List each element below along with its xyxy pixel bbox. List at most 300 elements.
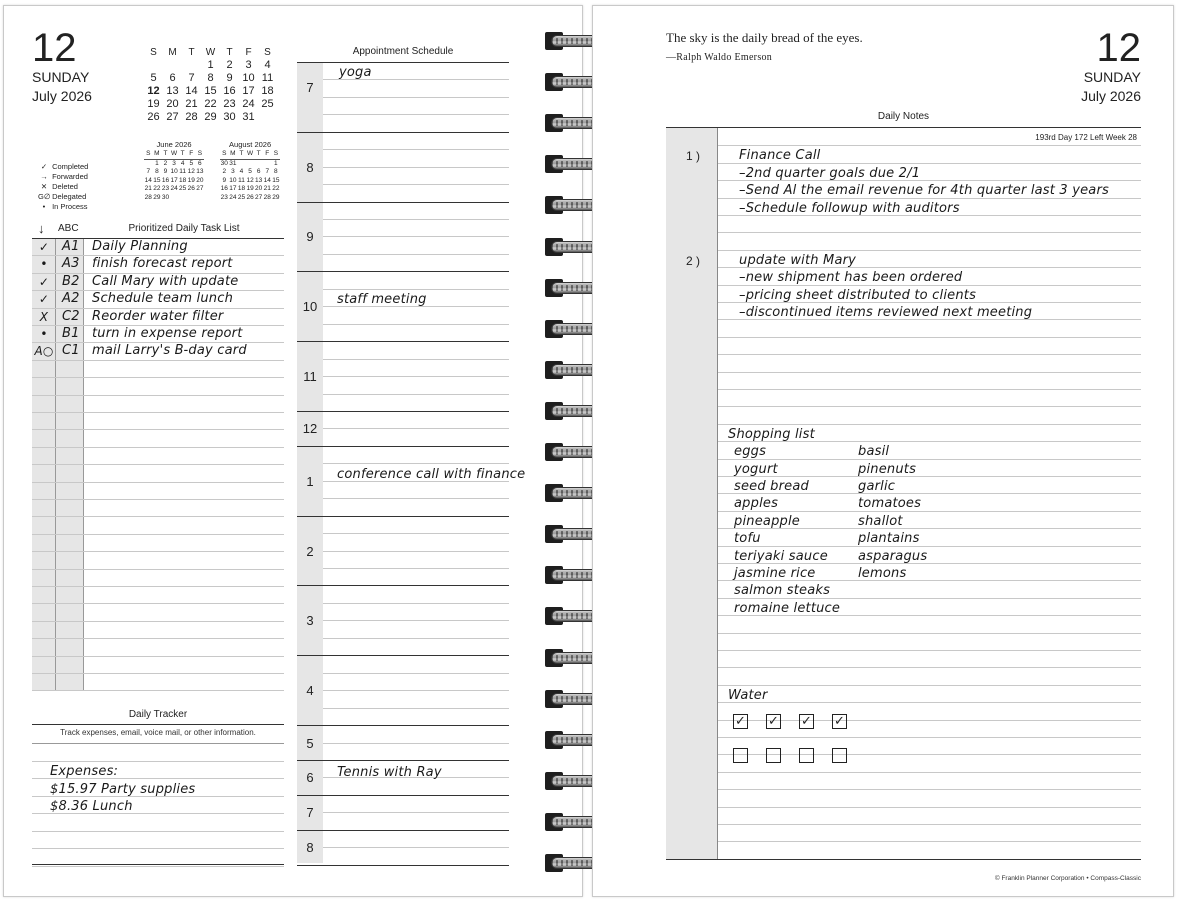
calendar-day: 6 bbox=[169, 72, 176, 84]
next-month-day: 15 bbox=[272, 176, 280, 184]
notes-line bbox=[718, 841, 1141, 842]
calendar-day: 9 bbox=[226, 72, 233, 84]
notes-line bbox=[718, 250, 1141, 251]
prev-month-day: 8 bbox=[155, 168, 159, 176]
prev-month-day: 19 bbox=[187, 176, 195, 184]
tracker-entry: $15.97 Party supplies bbox=[50, 781, 196, 797]
next-month-day: 7 bbox=[265, 168, 270, 176]
legend-item bbox=[38, 202, 88, 212]
prev-month-day: 7 bbox=[146, 168, 151, 176]
note-line: update with Mary bbox=[739, 252, 857, 268]
task-status: X bbox=[39, 309, 49, 324]
month-year: July 2026 bbox=[32, 88, 92, 104]
prev-month-day: 26 bbox=[187, 185, 195, 193]
water-checkbox[interactable]: ✓ bbox=[766, 714, 781, 729]
prev-month-day: 1 bbox=[155, 159, 159, 167]
notes-line bbox=[718, 754, 1141, 755]
appointment-slot[interactable] bbox=[297, 761, 509, 796]
task-text: Daily Planning bbox=[92, 239, 188, 254]
weekday: SUNDAY bbox=[32, 69, 90, 85]
next-month-header: M bbox=[229, 150, 238, 159]
notes-line bbox=[718, 650, 1141, 651]
next-month-day: 8 bbox=[274, 168, 278, 176]
calendar-day: 18 bbox=[261, 85, 274, 97]
prev-month-day: 3 bbox=[172, 159, 176, 167]
note-line: –new shipment has been ordered bbox=[739, 270, 963, 286]
calendar-day: 31 bbox=[242, 111, 255, 123]
month-calendar bbox=[144, 46, 277, 124]
task-line bbox=[32, 378, 284, 395]
prev-month-header: T bbox=[161, 150, 170, 159]
task-text: Call Mary with update bbox=[92, 273, 239, 289]
prev-month-header: W bbox=[170, 150, 179, 159]
next-month-header: T bbox=[237, 150, 246, 159]
prev-month-day: 9 bbox=[163, 168, 168, 176]
water-title: Water bbox=[728, 687, 768, 703]
legend-item bbox=[38, 182, 88, 192]
task-line bbox=[32, 396, 284, 413]
next-month-day: 2 bbox=[222, 168, 227, 176]
daily-tracker-title: Daily Tracker bbox=[32, 709, 284, 725]
next-month-day: 29 bbox=[272, 193, 280, 201]
next-month-day bbox=[263, 159, 272, 168]
task-line bbox=[32, 535, 284, 552]
shopping-item: romaine lettuce bbox=[734, 600, 841, 616]
calendar-day: 10 bbox=[242, 72, 255, 84]
note-line: –Schedule followup with auditors bbox=[739, 200, 960, 216]
legend-symbol: ✓ bbox=[40, 162, 48, 171]
appointment-event: staff meeting bbox=[337, 292, 427, 308]
prev-month-day: 15 bbox=[153, 176, 161, 184]
hour-label: 12 bbox=[302, 421, 318, 437]
appointment-schedule-title: Appointment Schedule bbox=[297, 46, 509, 63]
prev-month-day: 17 bbox=[170, 176, 178, 184]
day-stats: 193rd Day 172 Left Week 28 bbox=[1035, 133, 1137, 142]
notes-line bbox=[718, 406, 1141, 407]
prev-month-day: 29 bbox=[153, 193, 161, 201]
note-number: 1 ) bbox=[686, 149, 701, 164]
day-number-right: 12 bbox=[1096, 26, 1141, 70]
calendar-day: 25 bbox=[261, 98, 274, 110]
calendar-day: 23 bbox=[223, 98, 236, 110]
task-priority: A3 bbox=[62, 256, 80, 272]
prev-month-title: June 2026 bbox=[156, 140, 192, 149]
task-line bbox=[32, 517, 284, 534]
appointment-slot[interactable] bbox=[297, 203, 509, 273]
prev-month-day bbox=[170, 194, 179, 203]
task-text: Reorder water filter bbox=[92, 308, 224, 324]
task-line bbox=[32, 500, 284, 517]
task-row[interactable] bbox=[32, 326, 284, 343]
shopping-item: lemons bbox=[858, 566, 907, 581]
hour-label: 8 bbox=[306, 840, 314, 856]
task-priority: C2 bbox=[62, 308, 80, 324]
appointment-slot[interactable] bbox=[297, 656, 509, 726]
calendar-day bbox=[182, 59, 201, 72]
task-text: finish forecast report bbox=[92, 256, 233, 272]
notes-line bbox=[718, 772, 1141, 773]
next-month-day: 16 bbox=[220, 185, 228, 193]
task-status: • bbox=[40, 257, 48, 272]
notes-line bbox=[718, 824, 1141, 825]
prev-month-day: 20 bbox=[196, 176, 204, 184]
task-row[interactable] bbox=[32, 274, 284, 291]
prev-month-day bbox=[187, 194, 196, 203]
water-checkbox[interactable] bbox=[832, 748, 847, 763]
prev-month-day: 21 bbox=[144, 185, 152, 193]
notes-line bbox=[718, 459, 1141, 460]
shopping-item: garlic bbox=[858, 479, 896, 494]
next-month-day: 24 bbox=[229, 193, 237, 201]
calendar-day: 21 bbox=[185, 98, 198, 110]
shopping-item: teriyaki sauce bbox=[734, 548, 828, 564]
legend-item bbox=[38, 172, 88, 182]
shopping-item: apples bbox=[734, 496, 779, 512]
water-checkbox[interactable] bbox=[766, 748, 781, 763]
right-page bbox=[592, 5, 1174, 897]
calendar-day: 22 bbox=[204, 98, 217, 110]
appointment-slot[interactable] bbox=[297, 831, 509, 866]
task-line bbox=[32, 604, 284, 621]
task-line bbox=[32, 657, 284, 674]
notes-line bbox=[718, 354, 1141, 355]
task-line bbox=[32, 622, 284, 639]
next-month-day: 13 bbox=[255, 176, 263, 184]
notes-line bbox=[718, 424, 1141, 425]
status-legend bbox=[38, 162, 88, 212]
note-line: –Send Al the email revenue for 4th quarter last 3 years bbox=[739, 183, 1109, 199]
quarter-line bbox=[323, 203, 509, 255]
prev-month-day: 24 bbox=[170, 185, 178, 193]
water-checkbox[interactable] bbox=[733, 748, 748, 763]
quarter-line bbox=[323, 656, 509, 708]
legend-label: Forwarded bbox=[50, 172, 88, 181]
legend-symbol: → bbox=[40, 172, 48, 181]
notes-line bbox=[718, 667, 1141, 668]
legend-label: Completed bbox=[50, 162, 89, 171]
task-line bbox=[32, 587, 284, 604]
task-text: turn in expense report bbox=[92, 326, 243, 341]
task-priority: B2 bbox=[62, 273, 80, 289]
tracker-line bbox=[32, 744, 284, 762]
next-month-day bbox=[246, 159, 255, 168]
prev-month-day: 27 bbox=[196, 185, 204, 193]
next-month-day: 23 bbox=[220, 193, 228, 201]
task-priority: A1 bbox=[62, 239, 80, 254]
task-list-header bbox=[32, 221, 284, 239]
task-row[interactable] bbox=[32, 239, 284, 256]
notes-line bbox=[718, 337, 1141, 338]
appointment-slot[interactable] bbox=[297, 133, 509, 203]
daily-notes-title: Daily Notes bbox=[666, 111, 1141, 128]
shopping-item: pinenuts bbox=[858, 461, 917, 477]
legend-item bbox=[38, 162, 88, 172]
shopping-item: pineapple bbox=[734, 513, 800, 529]
prev-month-header: S bbox=[196, 150, 205, 159]
task-status: A○ bbox=[34, 344, 54, 359]
shopping-list-title: Shopping list bbox=[728, 426, 815, 442]
prev-month-day: 28 bbox=[144, 193, 152, 201]
shopping-item: tofu bbox=[734, 531, 761, 547]
calendar-day: 4 bbox=[264, 59, 271, 71]
task-row[interactable] bbox=[32, 291, 284, 308]
notes-line bbox=[718, 720, 1141, 721]
notes-line bbox=[718, 511, 1141, 512]
prev-month-day bbox=[196, 194, 205, 203]
legend-symbol: • bbox=[42, 202, 46, 211]
shopping-item: asparagus bbox=[858, 548, 928, 564]
notes-line bbox=[718, 685, 1141, 686]
task-priority: B1 bbox=[62, 326, 80, 341]
prev-month-header: T bbox=[178, 150, 187, 159]
quarter-line bbox=[323, 587, 509, 639]
task-row[interactable] bbox=[32, 343, 284, 360]
next-month-day: 30 bbox=[220, 159, 228, 167]
appointment-slot[interactable] bbox=[297, 587, 509, 657]
shopping-item: plantains bbox=[858, 531, 920, 547]
next-month-day: 10 bbox=[229, 176, 237, 184]
appointment-slot[interactable] bbox=[297, 342, 509, 412]
next-month-day: 27 bbox=[255, 193, 263, 201]
prev-month-day: 23 bbox=[161, 185, 170, 193]
calendar-header: S bbox=[264, 47, 271, 58]
calendar-day bbox=[258, 111, 277, 124]
appointment-event: Tennis with Ray bbox=[337, 765, 442, 780]
prev-month-day: 4 bbox=[180, 159, 185, 167]
calendar-day: 15 bbox=[204, 85, 217, 97]
left-page bbox=[3, 5, 583, 897]
hour-label: 7 bbox=[306, 805, 314, 821]
note-line: –2nd quarter goals due 2/1 bbox=[739, 165, 921, 181]
notes-line bbox=[718, 702, 1141, 703]
daily-tracker-subtitle: Track expenses, email, voice mail, or other information. bbox=[60, 728, 256, 737]
task-line bbox=[32, 448, 284, 465]
next-month-day: 14 bbox=[263, 176, 271, 184]
next-month-header: F bbox=[263, 150, 272, 159]
prev-month-day: 2 bbox=[163, 159, 168, 167]
task-line bbox=[32, 413, 284, 430]
task-priority: C1 bbox=[62, 343, 80, 359]
calendar-day: 26 bbox=[147, 111, 160, 123]
task-text: mail Larry's B-day card bbox=[92, 343, 247, 359]
hour-label: 9 bbox=[306, 229, 314, 245]
prev-month-day: 5 bbox=[189, 159, 194, 167]
shopping-item: basil bbox=[858, 444, 890, 460]
calendar-day: 27 bbox=[166, 111, 179, 123]
note-line: –pricing sheet distributed to clients bbox=[739, 287, 977, 303]
hour-label: 7 bbox=[306, 80, 314, 95]
next-month-day: 26 bbox=[246, 193, 254, 201]
notes-line bbox=[718, 372, 1141, 373]
next-month-title: August 2026 bbox=[229, 140, 272, 149]
prev-month-day: 22 bbox=[153, 185, 161, 193]
notes-line bbox=[718, 737, 1141, 738]
calendar-day: 19 bbox=[147, 98, 160, 110]
legend-symbol: ✕ bbox=[40, 182, 48, 191]
down-arrow-icon: ↓ bbox=[38, 221, 45, 236]
task-status: • bbox=[40, 327, 48, 341]
task-priority: A2 bbox=[62, 291, 80, 307]
appointment-slot[interactable] bbox=[297, 726, 509, 761]
quarter-line bbox=[323, 726, 509, 743]
hour-label: 3 bbox=[306, 613, 314, 629]
calendar-day: 8 bbox=[207, 72, 214, 84]
next-month-day: 6 bbox=[256, 168, 261, 176]
calendar-day: 5 bbox=[150, 72, 157, 84]
calendar-day: 17 bbox=[242, 85, 255, 97]
calendar-header: M bbox=[168, 47, 177, 58]
next-month-header: W bbox=[246, 150, 255, 159]
calendar-day: 16 bbox=[223, 85, 236, 97]
notes-line bbox=[718, 389, 1141, 390]
calendar-header: W bbox=[205, 47, 216, 58]
hour-label: 8 bbox=[306, 159, 314, 175]
quarter-line bbox=[323, 133, 509, 185]
water-checkbox[interactable]: ✓ bbox=[832, 714, 847, 729]
next-month-day: 1 bbox=[274, 159, 278, 167]
day-number: 12 bbox=[32, 26, 77, 70]
task-text: Schedule team lunch bbox=[92, 291, 234, 307]
month-year-right: July 2026 bbox=[1081, 88, 1141, 104]
daily-tracker bbox=[32, 743, 284, 865]
next-month-day: 22 bbox=[272, 185, 280, 193]
next-month-day: 12 bbox=[246, 176, 254, 184]
hour-label: 1 bbox=[306, 473, 314, 489]
hour-label: 2 bbox=[306, 543, 314, 559]
next-month-day: 28 bbox=[263, 193, 271, 201]
task-line bbox=[32, 361, 284, 378]
task-row[interactable] bbox=[32, 309, 284, 326]
task-status: ✓ bbox=[38, 240, 50, 254]
next-month-header: S bbox=[220, 150, 229, 159]
calendar-day: 29 bbox=[204, 111, 217, 123]
calendar-day: 13 bbox=[166, 85, 179, 97]
notes-line bbox=[718, 633, 1141, 634]
appointment-slot[interactable] bbox=[297, 796, 509, 831]
next-month-header: T bbox=[254, 150, 263, 159]
note-number: 2 ) bbox=[686, 253, 701, 268]
calendar-day: 28 bbox=[185, 111, 198, 123]
weekday-right: SUNDAY bbox=[1083, 69, 1141, 85]
calendar-day bbox=[144, 59, 163, 72]
notes-line bbox=[718, 476, 1141, 477]
quarter-line bbox=[323, 342, 509, 394]
task-list bbox=[32, 239, 284, 691]
legend-symbol: G∅ bbox=[38, 192, 51, 201]
prev-month-day: 25 bbox=[179, 185, 187, 193]
hour-label: 10 bbox=[302, 299, 318, 315]
task-line bbox=[32, 465, 284, 482]
water-checkbox[interactable] bbox=[799, 748, 814, 763]
task-line bbox=[32, 552, 284, 569]
quote-author: —Ralph Waldo Emerson bbox=[666, 52, 773, 63]
shopping-item: shallot bbox=[858, 513, 903, 529]
next-month-day: 9 bbox=[222, 176, 227, 184]
appointment-slot[interactable] bbox=[297, 517, 509, 587]
legend-label: Delegated bbox=[50, 192, 87, 201]
prev-month-calendar bbox=[144, 140, 204, 203]
calendar-day: 11 bbox=[261, 72, 274, 84]
task-list-title: Prioritized Daily Task List bbox=[128, 223, 240, 234]
daily-notes bbox=[666, 128, 1141, 860]
next-month-day: 19 bbox=[246, 185, 254, 193]
next-month-day: 11 bbox=[238, 176, 245, 184]
task-status: ✓ bbox=[38, 292, 50, 307]
appointment-slot[interactable] bbox=[297, 412, 509, 447]
notes-line bbox=[718, 145, 1141, 146]
task-line bbox=[32, 674, 284, 691]
tracker-line bbox=[32, 814, 284, 832]
legend-label: In Process bbox=[50, 202, 88, 211]
quarter-line bbox=[323, 831, 509, 848]
next-month-day: 25 bbox=[237, 193, 246, 201]
prev-month-day bbox=[144, 159, 153, 168]
appointment-slot[interactable] bbox=[297, 272, 509, 342]
appointment-event: conference call with finance bbox=[337, 466, 526, 482]
hour-label: 4 bbox=[306, 683, 314, 699]
quarter-line bbox=[323, 796, 509, 813]
tracker-entry: $8.36 Lunch bbox=[50, 799, 133, 814]
quarter-line bbox=[323, 412, 509, 429]
task-row[interactable] bbox=[32, 256, 284, 273]
prev-month-day: 13 bbox=[196, 168, 204, 176]
prev-month-day: 6 bbox=[198, 159, 202, 167]
calendar-header: T bbox=[226, 47, 233, 58]
prev-month-day: 12 bbox=[187, 168, 195, 176]
next-month-day: 18 bbox=[237, 185, 246, 193]
prev-month-day: 10 bbox=[170, 168, 178, 176]
footer-copyright: © Franklin Planner Corporation • Compass-Classic bbox=[994, 875, 1141, 882]
calendar-day: 14 bbox=[185, 85, 198, 97]
task-status: ✓ bbox=[38, 274, 50, 289]
hour-label: 6 bbox=[306, 770, 314, 786]
calendar-header: S bbox=[150, 47, 157, 58]
appointment-slot[interactable] bbox=[297, 63, 509, 133]
appointment-slot[interactable] bbox=[297, 447, 526, 517]
legend-label: Deleted bbox=[50, 182, 78, 191]
appointment-event: yoga bbox=[339, 65, 372, 80]
note-line: Finance Call bbox=[739, 148, 821, 164]
shopping-item: tomatoes bbox=[858, 496, 922, 512]
notes-line bbox=[718, 546, 1141, 547]
shopping-item: yogurt bbox=[734, 461, 778, 477]
next-month-day bbox=[254, 159, 263, 168]
calendar-day: 7 bbox=[188, 72, 195, 84]
calendar-day: 1 bbox=[207, 59, 214, 71]
legend-item bbox=[38, 192, 88, 202]
calendar-day: 30 bbox=[223, 111, 236, 123]
prev-month-day: 30 bbox=[161, 193, 170, 201]
tracker-line bbox=[32, 849, 284, 867]
notes-margin bbox=[666, 128, 718, 859]
water-checkbox[interactable]: ✓ bbox=[799, 714, 814, 729]
hour-label: 5 bbox=[306, 735, 314, 751]
calendar-header: T bbox=[188, 47, 195, 58]
quarter-line bbox=[323, 517, 509, 569]
next-month-day: 5 bbox=[248, 168, 252, 176]
prev-month-day: 14 bbox=[144, 176, 152, 184]
shopping-item: salmon steaks bbox=[734, 583, 831, 599]
tracker-line bbox=[32, 832, 284, 850]
task-line bbox=[32, 430, 284, 447]
calendar-day bbox=[163, 59, 182, 72]
next-month-day bbox=[237, 159, 246, 168]
notes-line bbox=[718, 807, 1141, 808]
water-checkbox[interactable]: ✓ bbox=[733, 714, 748, 729]
next-month-day: 20 bbox=[255, 185, 263, 193]
next-month-day: 3 bbox=[231, 168, 235, 176]
abc-label: ABC bbox=[58, 223, 79, 234]
